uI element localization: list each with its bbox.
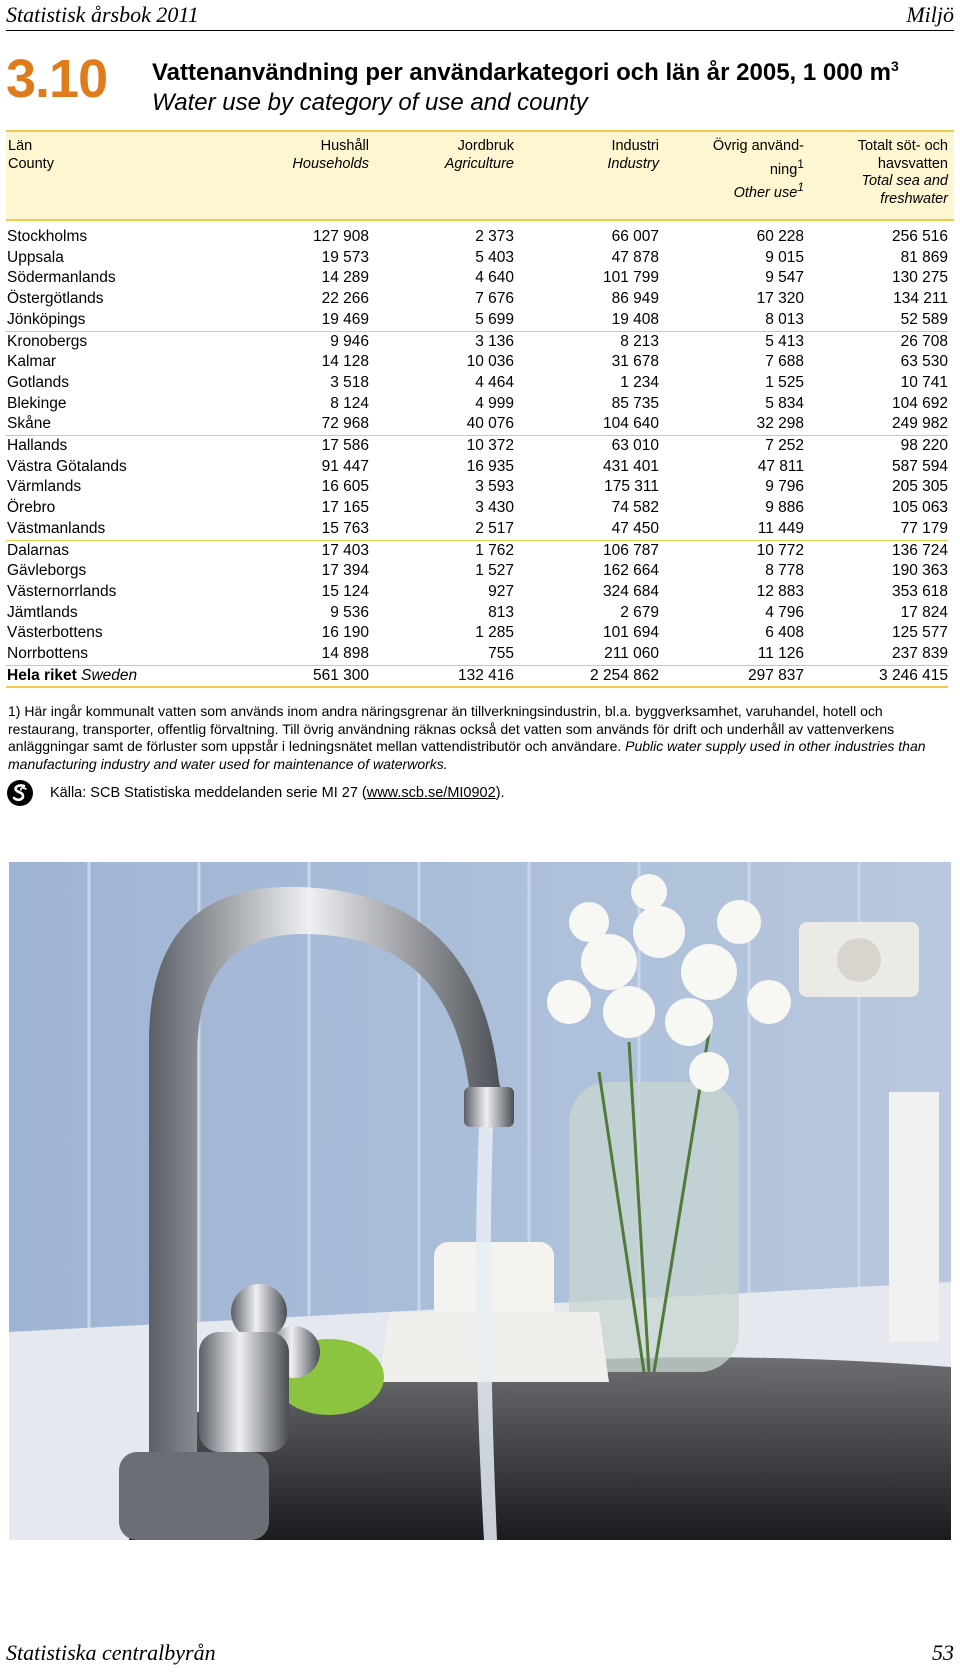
table-row [6,268,948,289]
table-row [6,331,948,352]
agriculture-cell: 4 640 [475,269,514,287]
households-cell: 19 573 [321,248,369,266]
households-cell: 3 518 [330,373,369,391]
total-county-cell: Hela riket Sweden [6,665,221,687]
households-cell: 14 289 [321,269,369,287]
publisher-name: Statistiska centralbyrån [6,1640,216,1665]
industry-cell: 1 234 [620,373,659,391]
yearbook-title: Statistisk årsbok 2011 [6,2,199,27]
county-cell: Södermanlands [7,269,116,287]
industry-cell: 106 787 [514,540,659,561]
agriculture-cell: 4 464 [475,373,514,391]
source-suffix: ). [495,785,505,801]
footnote [8,703,948,774]
county-cell: Västerbottens [7,624,103,642]
households-cell: 15 763 [321,519,369,537]
scb-logo-icon [6,779,34,807]
total-cell: 125 577 [891,624,948,642]
total-cell: 237 839 [891,645,948,663]
kitchen-faucet-photo [9,862,951,1540]
agriculture-cell: 2 517 [475,519,514,537]
total-total-cell: 3 246 415 [804,665,948,687]
households-cell: 9 536 [330,603,369,621]
other-cell: 5 834 [765,394,804,412]
water-use-table [6,227,948,688]
households-cell: 19 469 [321,310,369,328]
county-cell: Värmlands [7,478,82,496]
other-cell: 10 772 [659,540,804,561]
total-cell: 98 220 [804,436,948,457]
agriculture-cell: 1 762 [369,540,514,561]
other-cell: 8 778 [765,562,804,580]
total-cell: 587 594 [891,457,948,475]
total-cell: 353 618 [891,582,948,600]
table-row [6,394,948,415]
agriculture-cell: 813 [488,603,514,621]
table-body [6,227,948,665]
table-row [6,603,948,624]
county-cell: Blekinge [7,394,67,412]
households-cell: 127 908 [312,228,369,245]
industry-cell: 175 311 [604,478,659,496]
county-cell: Norrbottens [7,645,88,663]
industry-cell: 431 401 [602,457,659,475]
total-cell: 10 741 [900,373,948,391]
agriculture-cell: 1 285 [475,624,514,642]
other-cell: 32 298 [756,415,804,433]
header-other-use: Övrig använd- ning$^1$ Other use$^1$ [712,138,804,201]
total-cell: 249 982 [891,415,948,433]
households-cell: 22 266 [321,290,369,308]
households-cell: 72 968 [321,415,369,433]
page-number: 53 [932,1640,954,1665]
county-cell: Västra Götalands [7,457,127,475]
industry-cell: 66 007 [611,228,659,245]
source-line [6,779,505,807]
source-link[interactable]: www.scb.se/MI0902 [366,785,496,801]
other-cell: 1 525 [765,373,804,391]
total-agriculture-cell: 132 416 [369,665,514,687]
source-prefix: Källa: SCB Statistiska meddelanden serie MI 27 ( [50,785,367,801]
industry-cell: 8 213 [514,331,659,352]
table-row [6,310,948,331]
households-cell: 16 605 [321,478,369,496]
county-cell: Västmanlands [7,519,106,537]
header-total: Totalt söt- och havsvatten Total sea and freshwater [857,138,948,207]
industry-cell: 104 640 [602,415,659,433]
table-row [6,352,948,373]
total-cell: 77 179 [900,519,948,537]
total-other-cell: 297 837 [659,665,804,687]
county-cell: Östergötlands [7,290,104,308]
county-cell: Skåne [7,415,51,433]
table-title-swedish: Vattenanvändning per användarkategori och län år 2005, 1 000 $m^3$ [152,58,899,86]
table-row [6,414,948,435]
total-cell: 17 824 [900,603,948,621]
households-cell: 9 946 [221,331,369,352]
households-cell: 16 190 [321,624,369,642]
total-cell: 52 589 [900,310,948,328]
agriculture-cell: 10 372 [369,436,514,457]
header-industry: Industri Industry [607,138,659,172]
industry-cell: 47 878 [611,248,659,266]
county-cell: Stockholms [7,228,88,245]
households-cell: 15 124 [321,582,369,600]
households-cell: 17 394 [321,562,369,580]
table-row [6,540,948,561]
table-row [6,373,948,394]
other-cell: 9 015 [765,248,804,266]
county-cell: Uppsala [7,248,64,266]
footnote-english: Public water supply used in other industries than manufacturing industry and water used for maintenance of waterworks. [8,738,926,773]
agriculture-cell: 5 403 [475,248,514,266]
county-cell: Jämtlands [7,603,78,621]
total-households-cell: 561 300 [221,665,369,687]
households-cell: 17 165 [321,499,369,517]
other-cell: 9 547 [765,269,804,287]
industry-cell: 101 799 [602,269,659,287]
industry-cell: 74 582 [611,499,659,517]
total-cell: 81 869 [900,248,948,266]
agriculture-cell: 3 593 [475,478,514,496]
other-cell: 11 449 [757,519,804,537]
agriculture-cell: 1 527 [475,562,514,580]
other-cell: 6 408 [765,624,804,642]
total-cell: 105 063 [891,499,948,517]
table-row [6,289,948,310]
other-cell: 7 252 [659,436,804,457]
other-cell: 60 228 [756,228,804,245]
industry-cell: 19 408 [611,310,659,328]
table-number: 3.10 [6,49,108,109]
agriculture-cell: 10 036 [466,353,514,371]
county-cell: Kalmar [7,353,57,371]
total-industry-cell: 2 254 862 [514,665,659,687]
industry-cell: 2 679 [620,603,659,621]
industry-cell: 47 450 [611,519,659,537]
table-row [6,498,948,519]
header-agriculture: Jordbruk Agriculture [444,138,514,172]
county-cell: Gävleborgs [7,562,87,580]
county-cell: Jönköpings [7,310,86,328]
table-row [6,248,948,269]
agriculture-cell: 4 999 [475,394,514,412]
agriculture-cell: 2 373 [475,228,514,245]
county-cell: Hallands [6,436,221,457]
total-cell: 130 275 [891,269,948,287]
county-cell: Kronobergs [6,331,221,352]
households-cell: 14 898 [321,645,369,663]
total-cell: 136 724 [804,540,948,561]
running-head [6,2,954,31]
county-cell: Dalarnas [6,540,221,561]
table-title-english: Water use by category of use and county [152,89,588,116]
section-name: Miljö [906,2,954,27]
other-cell: 9 796 [765,478,804,496]
households-cell: 14 128 [321,353,369,371]
industry-cell: 162 664 [602,562,659,580]
page-footer [6,1640,954,1670]
households-cell: 91 447 [321,457,369,475]
agriculture-cell: 40 076 [466,415,514,433]
agriculture-cell: 5 699 [475,310,514,328]
other-cell: 11 126 [757,645,804,663]
county-cell: Gotlands [7,373,70,391]
agriculture-cell: 16 935 [466,457,514,475]
county-cell: Västernorrlands [7,582,117,600]
agriculture-cell: 927 [488,582,514,600]
table-row [6,561,948,582]
other-cell: 17 320 [756,290,804,308]
agriculture-cell: 3 136 [369,331,514,352]
total-cell: 104 692 [891,394,948,412]
header-county: Län County [8,138,54,172]
agriculture-cell: 7 676 [475,290,514,308]
table-row [6,623,948,644]
industry-cell: 101 694 [602,624,659,642]
table-row [6,436,948,457]
table-row [6,519,948,540]
other-cell: 12 883 [756,582,804,600]
households-cell: 8 124 [330,394,369,412]
table-row [6,227,948,248]
table-row [6,644,948,665]
table-row [6,457,948,478]
other-cell: 4 796 [765,603,804,621]
industry-cell: 324 684 [602,582,659,600]
other-cell: 9 886 [765,499,804,517]
total-cell: 134 211 [893,290,948,308]
total-cell: 205 305 [891,478,948,496]
households-cell: 17 403 [221,540,369,561]
industry-cell: 63 010 [514,436,659,457]
industry-cell: 211 060 [604,645,659,663]
other-cell: 8 013 [765,310,804,328]
industry-cell: 86 949 [611,290,659,308]
other-cell: 47 811 [757,457,804,475]
total-cell: 26 708 [804,331,948,352]
footnote-swedish: 1) Här ingår kommunalt vatten som används inom andra näringsgrenar än tillverkningsindustrin, bl.a. byggverksamhet, varuhandel, hotell och restaurang, transporter, offentlig förvaltning. Till övrig användning räknas också det vatten som används för drift och underhåll av vattenverkens anläggningar samt de förluster som uppstår i ledningsnätet mellan vattendistributör och användare. [8,703,895,755]
total-cell: 190 363 [891,562,948,580]
total-cell: 63 530 [900,353,948,371]
other-cell: 5 413 [659,331,804,352]
total-cell: 256 516 [891,228,948,245]
industry-cell: 31 678 [611,353,659,371]
table-row [6,582,948,603]
table-row [6,477,948,498]
households-cell: 17 586 [221,436,369,457]
industry-cell: 85 735 [611,394,659,412]
agriculture-cell: 3 430 [475,499,514,517]
county-cell: Örebro [7,499,56,517]
table-row-total [6,665,948,687]
agriculture-cell: 755 [488,645,514,663]
other-cell: 7 688 [765,353,804,371]
header-households: Hushåll Households [292,138,369,172]
